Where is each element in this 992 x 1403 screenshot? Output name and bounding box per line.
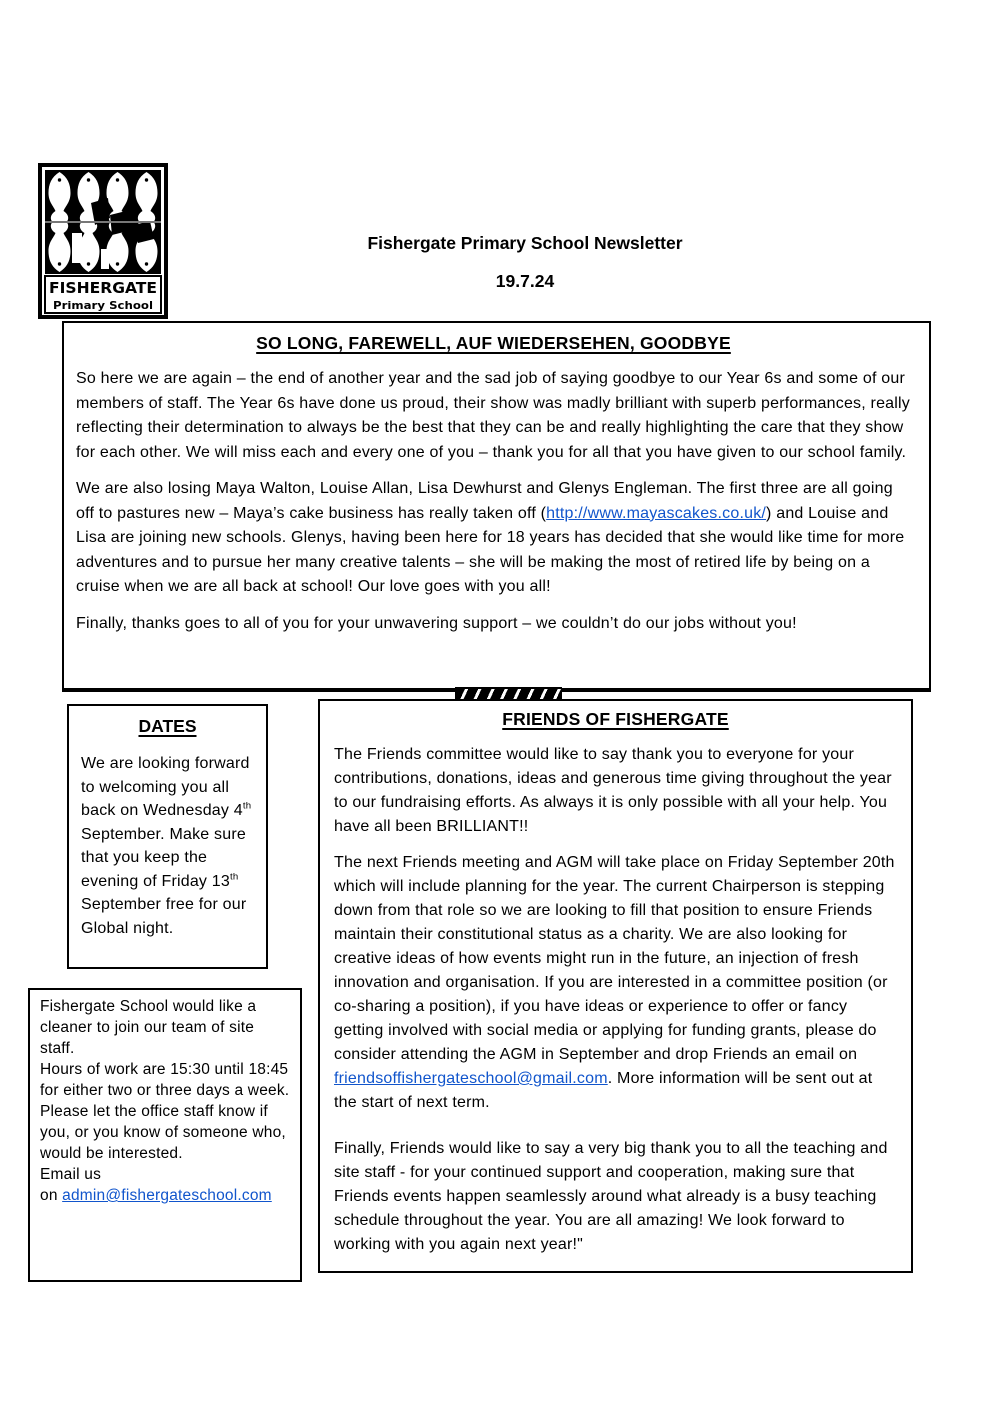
friends-section [318, 699, 913, 1273]
admin-email-link[interactable]: admin@fishergateschool.com [62, 1187, 272, 1204]
superscript: th [242, 800, 252, 812]
paragraph [76, 612, 911, 637]
vacancy-text [40, 996, 290, 1206]
text-line [40, 996, 290, 1059]
text-run: Fishergate School would like a cleaner to join our team of site staff. [40, 998, 257, 1057]
logo-title: FISHERGATE [49, 279, 157, 297]
text-line [40, 1185, 290, 1206]
farewell-section [62, 321, 931, 692]
dates-section [67, 704, 268, 969]
text-run: The Friends committee would like to say thank you to everyone for your contributions, donations, ideas and generous time giving throughout the year to our fundraising efforts. As always it is only possible with all your help. You have all been BRILLIANT!! [334, 746, 892, 835]
text-line [40, 1059, 290, 1101]
paragraph [76, 367, 911, 465]
vacancy-section [28, 988, 302, 1282]
newsletter-title: Fishergate Primary School Newsletter [367, 233, 683, 253]
text-run: ) and Louise and Lisa are joining new schools. Glenys, having been here for 18 years has decided that she would like time for more adventures and to pursue her many creative talents – she will be making the most of retired life by being on a cruise when we are all back at school! Our love goes with you all! [76, 504, 905, 595]
newsletter-header [58, 233, 992, 292]
text-run: We are also losing Maya Walton, Louise Allan, Lisa Dewhurst and Glenys Engleman. The first three are all going off to pastures new – Maya’s cake business has really taken off ( [76, 480, 893, 522]
text-run: Hours of work are 15:30 until 18:45 for either two or three days a week. [40, 1061, 290, 1099]
superscript: th [229, 871, 239, 883]
friends-title: FRIENDS OF FISHERGATE [502, 709, 729, 729]
text-line [40, 1101, 290, 1164]
dates-title: DATES [138, 716, 197, 736]
paragraph [334, 743, 897, 839]
friends-paragraphs [334, 743, 897, 1257]
text-run: Email us [40, 1166, 102, 1183]
text-run: on [40, 1187, 63, 1204]
text-run: . More information will be sent out at the start of next term. [334, 1070, 873, 1111]
paragraph [76, 477, 911, 600]
farewell-paragraphs [76, 367, 911, 636]
friends-email-link[interactable]: friendsoffishergateschool@gmail.com [334, 1070, 608, 1087]
mayas-cakes-link[interactable]: http://www.mayascakes.co.uk/ [546, 504, 767, 522]
text-run: Finally, thanks goes to all of you for your unwavering support – we couldn’t do our jobs without you! [76, 614, 797, 632]
text-run: September free for our Global night. [81, 896, 247, 937]
text-run: So here we are again – the end of another year and the sad job of saying goodbye to our Year 6s and some of our members of staff. The Year 6s have done us proud, their show was madly brilliant with superb performances, really reflecting their determination to always be the best that they can be and really highlighting the care that they show for each other. We will miss each and every one of you – thank you for all that you have given to our school family. [76, 370, 910, 461]
text-run: Finally, Friends would like to say a very big thank you to all the teaching and site staff - for your continued support and cooperation, making sure that Friends events happen seamlessly around what already is a busy teaching schedule throughout the year. You are all amazing! We look forward to working with you again next year!" [334, 1140, 888, 1253]
text-run: Please let the office staff know if you, or you know of someone who, would be interested. [40, 1103, 286, 1162]
newsletter-date: 19.7.24 [495, 271, 555, 291]
paragraph [334, 1137, 897, 1257]
text-run: The next Friends meeting and AGM will take place on Friday September 20th which will include planning for the year. The current Chairperson is stepping down from that role so we are looking to fill that position to ensure Friends maintain their constitutional status as a charity. We are also looking for creative ideas of how events might run in the future, an injection of fresh innovation and organisation. If you are interested in a committee position (or co-sharing a position), if you have ideas or experience to offer or fancy getting involved with social media or applying for funding grants, please do consider attending the AGM in September and drop Friends an email on [334, 854, 895, 1063]
text-run: September. Make sure that you keep the evening of Friday 13 [81, 825, 246, 890]
dates-text [81, 752, 254, 940]
logo-subtitle: Primary School [53, 300, 153, 312]
text-run: We are looking forward to welcoming you all back on Wednesday 4 [81, 755, 250, 819]
farewell-title: SO LONG, FAREWELL, AUF WIEDERSEHEN, GOODBYE [256, 333, 731, 353]
text-line [40, 1164, 290, 1185]
paragraph [334, 851, 897, 1115]
